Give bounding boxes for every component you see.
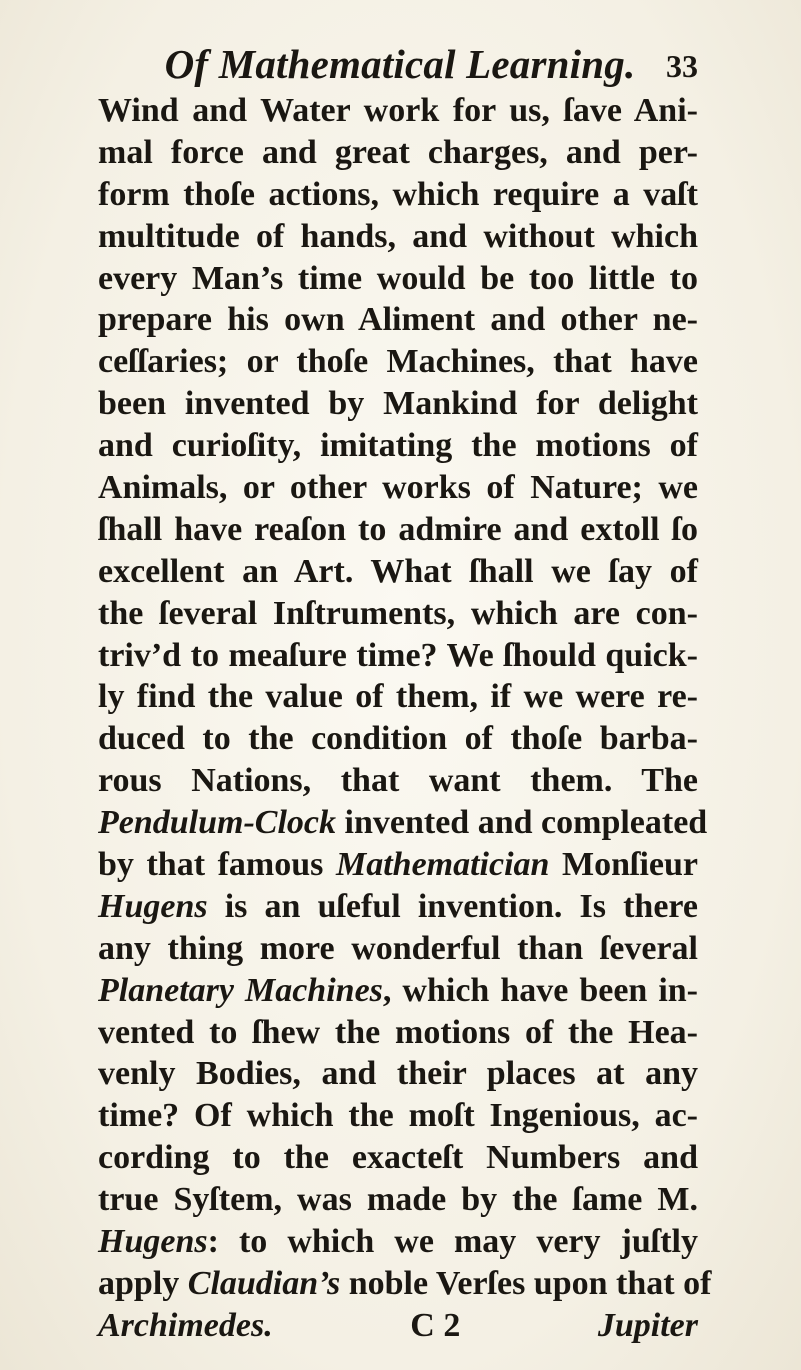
italic-term: Mathematician <box>335 846 550 884</box>
text-fragment: apply <box>98 1264 188 1302</box>
text-line: cording to the exacteſt Numbers and <box>98 1139 698 1177</box>
italic-term: Hugens <box>98 1223 208 1261</box>
text-line <box>98 1263 712 1305</box>
catchword: Jupiter <box>597 1306 698 1344</box>
body-text <box>98 90 712 1347</box>
text-line: prepare his own Aliment and other ne- <box>98 301 698 339</box>
text-line: been invented by Mankind for delight <box>98 385 698 423</box>
text-line: Wind and Water work for us, ſave Ani- <box>98 92 698 129</box>
text-line <box>98 970 698 1012</box>
italic-term: Planetary Machines <box>98 971 383 1009</box>
text-line: excellent an Art. What ſhall we ſay of <box>98 552 698 590</box>
text-line: vented to ſhew the motions of the Hea- <box>98 1013 698 1051</box>
page-number: 33 <box>666 48 698 84</box>
italic-term: Claudian’s <box>187 1264 341 1302</box>
text-fragment: : to which we may very juſtly <box>207 1223 698 1261</box>
italic-term: Archimedes. <box>98 1306 273 1344</box>
page-header <box>0 40 801 90</box>
text-line: multitude of hands, and without which <box>98 217 698 255</box>
catch-line <box>98 1305 698 1347</box>
text-line: duced to the condition of thoſe barba- <box>98 720 698 758</box>
text-line: triv’d to meaſure time? We ſhould quick- <box>98 636 698 674</box>
italic-term: Hugens <box>98 887 208 925</box>
text-line: the ſeveral Inſtruments, which are con- <box>98 594 698 632</box>
text-line <box>98 802 708 844</box>
text-line: Animals, or other works of Nature; we <box>98 469 698 507</box>
text-fragment: by that famous <box>98 846 336 884</box>
text-line: true Syſtem, was made by the ſame M. <box>98 1181 698 1219</box>
text-fragment: noble Verſes upon that of <box>340 1264 712 1302</box>
text-line: every Man’s time would be too little to <box>98 259 698 297</box>
text-fragment: invented and compleated <box>336 804 708 842</box>
text-line: form thoſe actions, which require a vaſt <box>98 175 698 213</box>
signature-mark: C 2 <box>410 1306 461 1344</box>
text-line <box>98 886 698 928</box>
text-line: venly Bodies, and their places at any <box>98 1055 698 1093</box>
text-line <box>98 1221 698 1263</box>
running-title: Of Mathematical Learning. <box>164 41 636 87</box>
text-fragment: , which have been in- <box>382 971 698 1009</box>
text-line: time? Of which the moſt Ingenious, ac- <box>98 1097 698 1135</box>
italic-term: Pendulum-Clock <box>98 804 337 842</box>
text-fragment: is an uſeful invention. Is there <box>207 887 698 925</box>
text-fragment: Monſieur <box>549 846 699 884</box>
text-line <box>98 844 698 886</box>
text-line: ceſſaries; or thoſe Machines, that have <box>98 343 698 381</box>
text-line: and curioſity, imitating the motions of <box>98 427 698 465</box>
text-line: ſhall have reaſon to admire and extoll ſo <box>98 510 698 548</box>
text-line: rous Nations, that want them. The <box>98 762 698 800</box>
text-line: mal force and great charges, and per- <box>98 133 698 171</box>
text-line: ly find the value of them, if we were re- <box>98 678 698 716</box>
text-line: any thing more wonderful than ſeveral <box>98 929 698 967</box>
